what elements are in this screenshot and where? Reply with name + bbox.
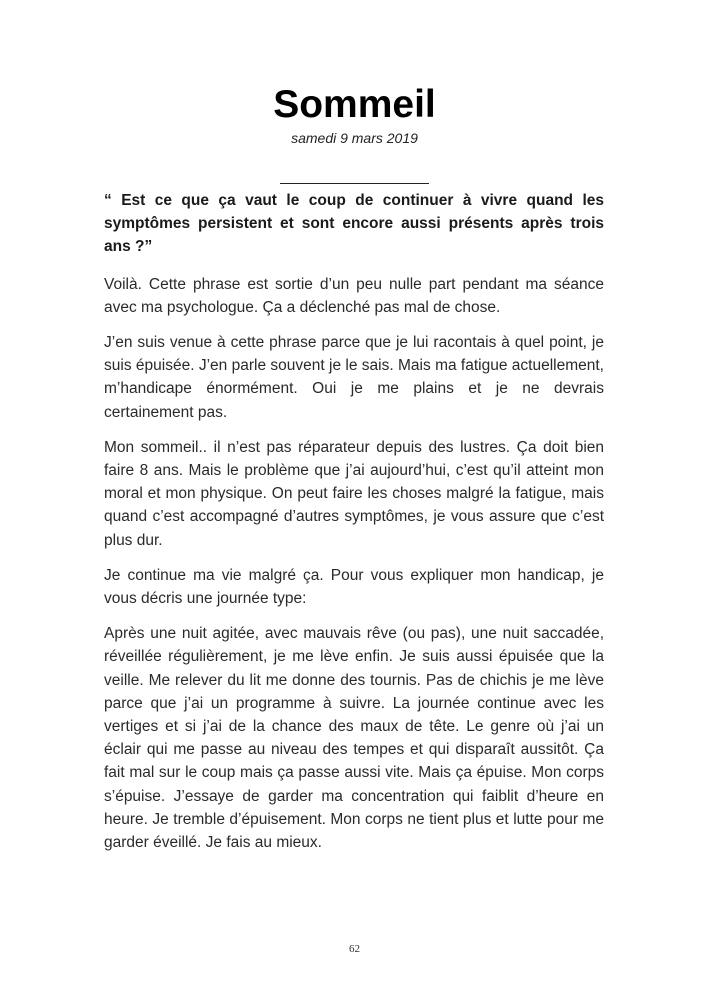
paragraph-3: Mon sommeil.. il n’est pas réparateur depuis des lustres. Ça doit bien faire 8 ans. Mais le problème que j’ai aujourd’hui, c’est qu’il atteint mon moral et mon physique. On peut faire les choses malgré la fatigue, mais quand c’est accompagné d’autres symptômes, je vous assure que c’est plus dur. — [104, 438, 604, 549]
opening-quote: “ Est ce que ça vaut le coup de continuer à vivre quand les symptômes persistent et sont encore aussi présents après trois ans ?” — [104, 192, 604, 256]
article-body — [104, 189, 604, 866]
paragraph-1: Voilà. Cette phrase est sortie d’un peu nulle part pendant ma séance avec ma psychologue. Ça a déclenché pas mal de chose. — [104, 275, 604, 316]
separator-rule — [280, 183, 429, 184]
paragraph-2: J’en suis venue à cette phrase parce que je lui racontais à quel point, je suis épuisée. J’en parle souvent je le sais. Mais ma fatigue actuellement, m’handicape énormément. Oui je me plains et je ne devrais certainement pas. — [104, 334, 604, 421]
post-date: samedi 9 mars 2019 — [291, 130, 418, 146]
page-number: 62 — [349, 943, 360, 955]
page-title: Sommeil — [273, 83, 436, 126]
paragraph-4: Je continue ma vie malgré ça. Pour vous expliquer mon handicap, je vous décris une journée type: — [104, 566, 604, 608]
paragraph-5: Après une nuit agitée, avec mauvais rêve (ou pas), une nuit saccadée, réveillée régulièrement, je me lève enfin. Je suis aussi épuisée que la veille. Me relever du lit me donne des tournis. Pas de chichis je me lève parce que j’ai un programme à suivre. La journée continue avec les vertiges et si j’ai de la chance des maux de tête. Le genre où j’ai un éclair qui me passe au niveau des tempes et qui disparaît aussitôt. Ça fait mal sur le coup mais ça passe aussi vite. Mais ça épuise. Mon corps s’épuise. J’essaye de garder ma concentration qui faiblit d’heure en heure. Je tremble d’épuisement. Mon corps ne tient plus et lutte pour me garder éveillé. Je fais au mieux. — [104, 625, 604, 852]
